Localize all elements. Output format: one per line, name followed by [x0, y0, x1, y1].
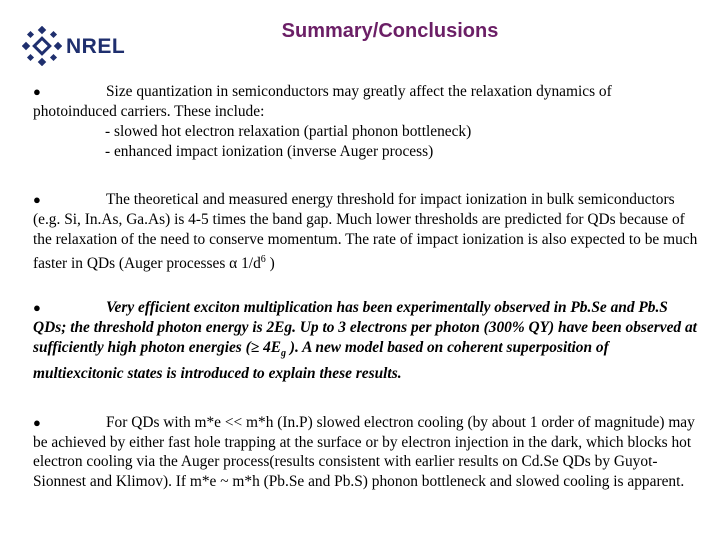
bullet-icon: ● — [33, 192, 41, 207]
bullet-icon: ● — [33, 300, 41, 315]
nrel-logo — [22, 26, 125, 66]
exponent: 6 — [260, 254, 266, 265]
ge-symbol: ≥ — [250, 339, 260, 356]
nrel-emblem-icon — [22, 26, 62, 66]
paragraph-exciton-multiplication — [33, 298, 698, 384]
logo-text: NREL — [66, 34, 126, 58]
paragraph-text: ). A new model based on coherent superposition of multiexcitonic states is introduced to explain these results. — [33, 339, 609, 383]
paragraph-text: The theoretical and measured energy threshold for impact ionization in bulk semiconductors (e.g. Si, In.As, Ga.As) is 4-5 times the band gap. Much lower thresholds are predicted for QDs because of the relaxation of the need to conserve momentum. The rate of impact ionization is also expected to be much faster in QDs (Auger processes — [33, 191, 698, 273]
subscript: g — [281, 348, 287, 360]
paragraph-text: Size quantization in semiconductors may greatly affect the relaxation dynamics of photoinduced carriers. These include: — [33, 83, 612, 120]
paragraph-size-quantization — [33, 82, 698, 162]
alpha-symbol: α — [229, 255, 238, 273]
paragraph-text: Very efficient exciton multiplication has been experimentally observed in Pb.Se and Pb.S QDs; the threshold photon energy is 2Eg. Up to 3 electrons per photon (300% QY) have been observed at sufficiently high photon energies ( — [33, 299, 697, 356]
paragraph-impact-ionization — [33, 190, 698, 274]
paragraph-text: 1/d — [237, 255, 261, 273]
page-title: Summary/Conclusions — [281, 20, 499, 42]
bullet-icon: ● — [33, 84, 41, 99]
paragraph-text: ) — [265, 255, 275, 273]
bullet-icon: ● — [33, 415, 41, 430]
paragraph-electron-cooling — [33, 413, 698, 491]
list-item: - enhanced impact ionization (inverse Auger process) — [105, 143, 434, 160]
list-item: - slowed hot electron relaxation (partial phonon bottleneck) — [105, 123, 472, 140]
paragraph-text: For QDs with m*e << m*h (In.P) slowed electron cooling (by about 1 order of magnitude) may be achieved by either fast hole trapping at the surface or by electron injection in the dark, which blocks hot electron cooling via the Auger process(results consistent with earlier results on Cd.Se QDs by Guyot-Sionnest and Klimov). If m*e ~ m*h (Pb.Se and Pb.S) phonon bottleneck and slowed cooling is apparent. — [33, 414, 695, 490]
paragraph-text: 4E — [259, 339, 282, 356]
